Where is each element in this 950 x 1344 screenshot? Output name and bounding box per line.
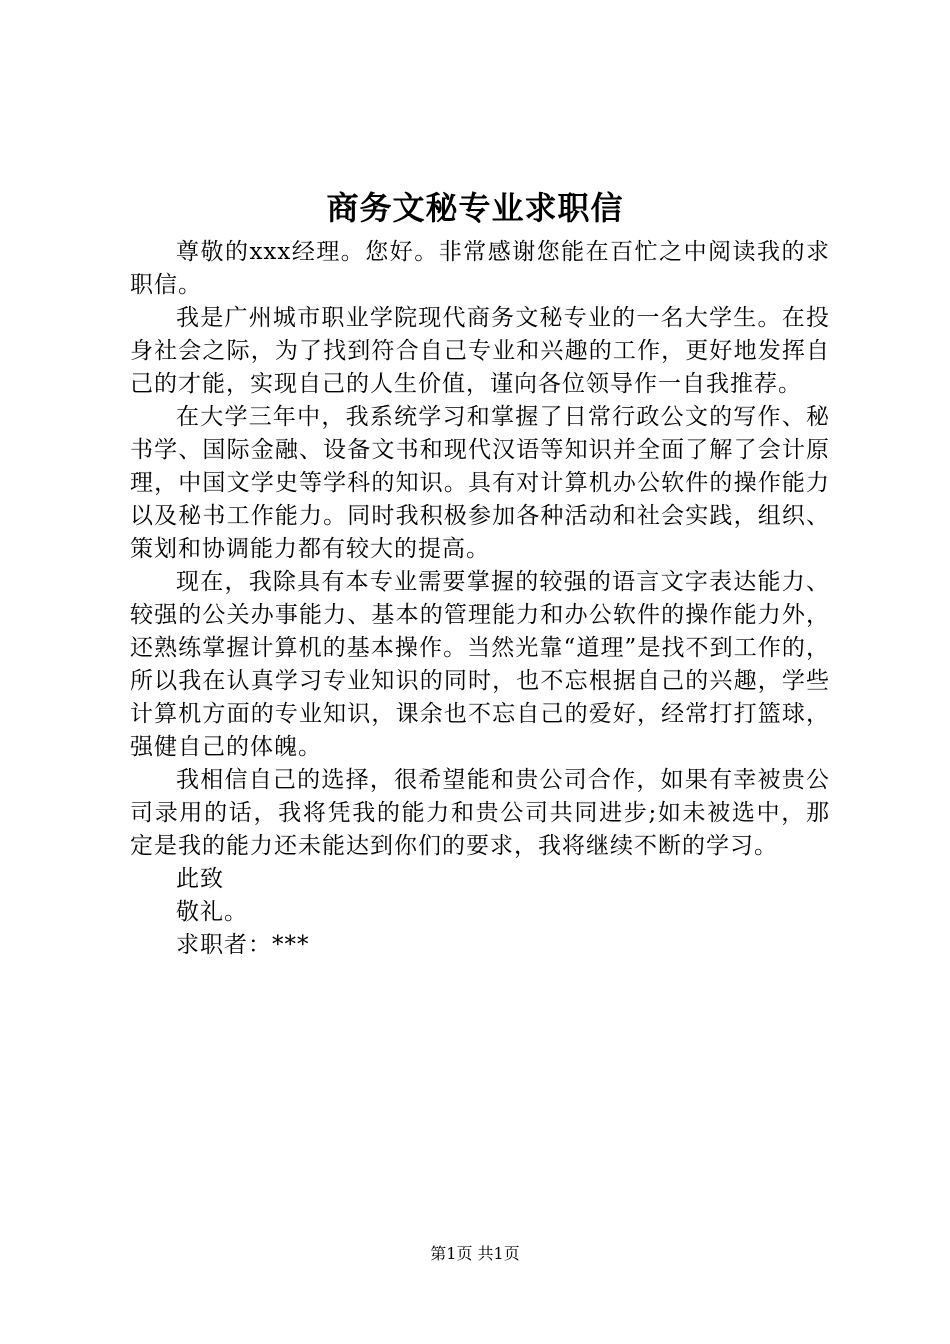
letter-body <box>130 236 830 962</box>
paragraph-conclusion: 我相信自己的选择，很希望能和贵公司合作，如果有幸被贵公司录用的话，我将凭我的能力和贵公司共同进步;如未被选中，那定是我的能力还未能达到你们的要求，我将继续不断的学习。 <box>130 767 830 859</box>
signature-line: 求职者：*** <box>176 932 310 958</box>
page-footer: 第1页 共1页 <box>430 1244 520 1263</box>
paragraph-education: 在大学三年中，我系统学习和掌握了日常行政公文的写作、秘书学、国际金融、设备文书和现代汉语等知识并全面了解了会计原理，中国文学史等学科的知识。具有对计算机办公软件的操作能力以及秘书工作能力。同时我积极参加各种活动和社会实践，组织、策划和协调能力都有较大的提高。 <box>130 404 830 562</box>
document-title: 商务文秘专业求职信 <box>326 189 624 227</box>
paragraph-skills: 现在，我除具有本专业需要掌握的较强的语言文字表达能力、较强的公关办事能力、基本的管理能力和办公软件的操作能力外，还熟练掌握计算机的基本操作。当然光靠“道理”是找不到工作的，所以我在认真学习专业知识的同时，也不忘根据自己的兴趣，学些计算机方面的专业知识，课余也不忘自己的爱好，经常打打篮球，强健自己的体魄。 <box>130 569 830 760</box>
paragraph-introduction: 我是广州城市职业学院现代商务文秘专业的一名大学生。在投身社会之际，为了找到符合自己专业和兴趣的工作，更好地发挥自己的才能，实现自己的人生价值，谨向各位领导作一自我推荐。 <box>130 305 830 397</box>
closing-line-2: 敬礼。 <box>176 899 248 925</box>
paragraph-greeting: 尊敬的xxx经理。您好。非常感谢您能在百忙之中阅读我的求职信。 <box>130 239 830 298</box>
closing-line-1: 此致 <box>176 866 224 892</box>
